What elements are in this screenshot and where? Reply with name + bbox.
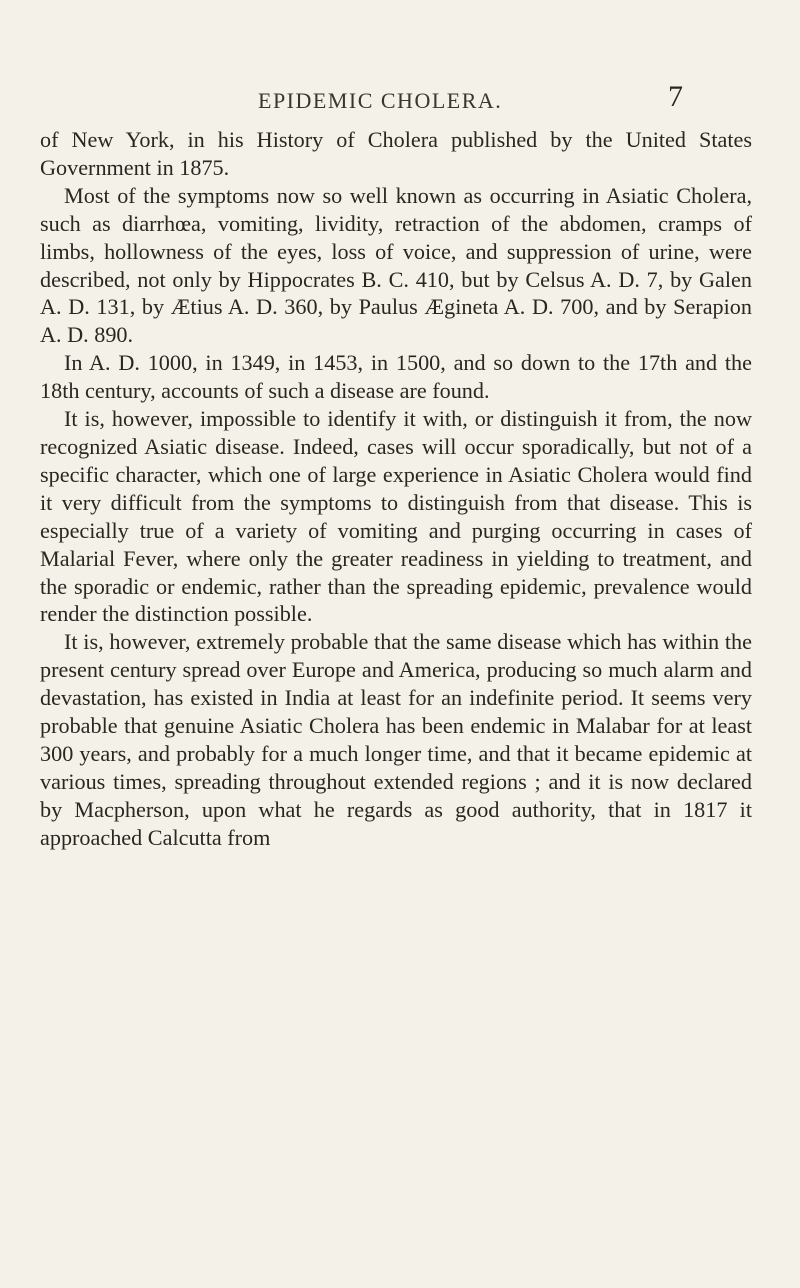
paragraph-india: It is, however, extremely probable that the same disease which has within the present century spread over Europe and America, producing so much alarm and devastation, has existed in India at least for an indefinite period. It seems very probable that genuine Asiatic Cholera has been endemic in Malabar for at least 300 years, and probably for a much longer time, and that it became epidemic at various times, spreading throughout extended regions ; and it is now declared by Macpherson, upon what he regards as good authority, that in 1817 it approached Calcutta from bbox=[40, 629, 752, 850]
page-header bbox=[0, 80, 800, 116]
paragraph-identification: It is, however, impossible to identify it with, or distinguish it from, the now recognized Asiatic disease. Indeed, cases will occur sporadically, but not of a specific character, which one of large experience in Asiatic Cholera would find it very difficult from the symptoms to distinguish from that disease. This is especially true of a variety of vomiting and purging occurring in cases of Malarial Fever, where only the greater readiness in yielding to treatment, and the sporadic or endemic, rather than the spreading epidemic, prevalence would render the distinction possible. bbox=[40, 406, 752, 627]
paragraph-dates: In A. D. 1000, in 1349, in 1453, in 1500, and so down to the 17th and the 18th century, accounts of such a disease are found. bbox=[40, 350, 752, 404]
body-text bbox=[40, 126, 752, 852]
paragraph-symptoms: Most of the symptoms now so well known as occurring in Asiatic Cholera, such as diarrhœa, vomiting, lividity, retraction of the abdomen, cramps of limbs, hollowness of the eyes, loss of voice, and suppression of urine, were described, not only by Hippocrates B. C. 410, but by Celsus A. D. 7, by Galen A. D. 131, by Ætius A. D. 360, by Paulus Ægineta A. D. 700, and by Serapion A. D. 890. bbox=[40, 182, 752, 348]
running-head: EPIDEMIC CHOLERA. bbox=[258, 88, 503, 113]
paragraph-continuation: of New York, in his History of Cholera published by the United States Government in 1875. bbox=[40, 127, 752, 180]
page-number: 7 bbox=[668, 80, 683, 113]
